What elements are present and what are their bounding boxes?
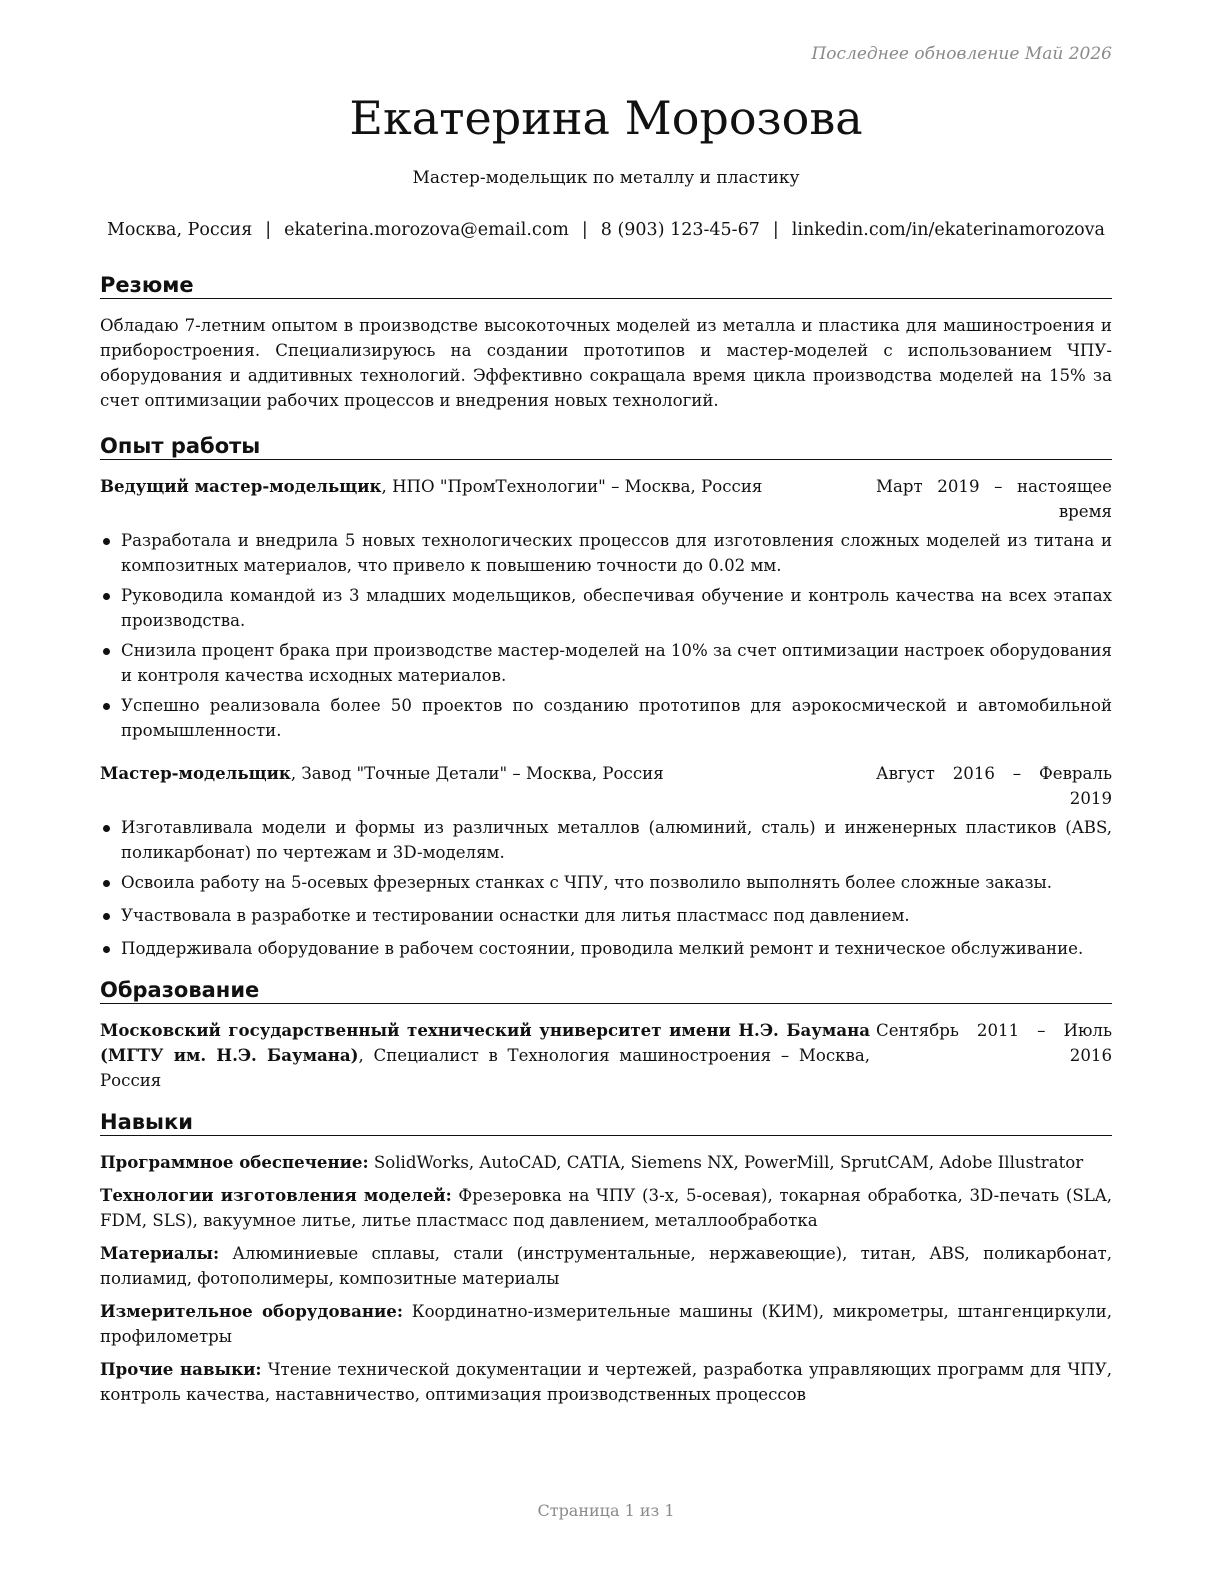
job-bullets — [100, 528, 1112, 743]
list-item: Участвовала в разработке и тестировании оснастки для литья пластмасс под давлением. — [100, 903, 1112, 928]
skill-value: Координатно-измерительные машины (КИМ), микрометры, штангенциркули, профилометры — [100, 1302, 1112, 1346]
education-dates: Сентябрь 2011 – Июль 2016 — [876, 1021, 1112, 1065]
skill-label: Технологии изготовления моделей: — [100, 1185, 452, 1205]
contact-location: Москва, Россия — [107, 220, 253, 240]
contact-phone[interactable]: 8 (903) 123-45-67 — [600, 220, 760, 240]
skill-item — [100, 1241, 1112, 1291]
skill-value: Чтение технической документации и чертежей, разработка управляющих программ для ЧПУ, контроль качества, наставничество, оптимизация производственных процессов — [100, 1360, 1113, 1404]
job-title: Ведущий мастер-модельщик — [100, 476, 382, 496]
job-organization: , Завод "Точные Детали" – Москва, Россия — [290, 764, 664, 783]
job-dates: Март 2019 – настоящее время — [876, 477, 1112, 521]
skill-value: SolidWorks, AutoCAD, CATIA, Siemens NX, PowerMill, SprutCAM, Adobe Illustrator — [368, 1153, 1084, 1172]
education-details: , Специалист в Технология машиностроения – Москва, Россия — [100, 1046, 870, 1090]
skill-item — [100, 1150, 1112, 1175]
contact-separator: | — [772, 220, 779, 240]
list-item: Изготавливала модели и формы из различных металлов (алюминий, сталь) и инженерных пластиков (ABS, поликарбонат) по чертежам и 3D-моделям. — [100, 815, 1112, 865]
contact-email[interactable]: ekaterina.morozova@email.com — [284, 220, 569, 240]
resume-content — [100, 270, 1112, 1415]
skill-item — [100, 1183, 1112, 1233]
skill-label: Измерительное оборудование: — [100, 1301, 403, 1321]
skill-item — [100, 1357, 1112, 1407]
job-header — [100, 761, 1112, 811]
contact-linkedin[interactable]: linkedin.com/in/ekaterinamorozova — [791, 220, 1105, 240]
job-title: Мастер-модельщик по металлу и пластику — [412, 168, 800, 188]
education-entry — [100, 1018, 1112, 1093]
job-dates: Август 2016 – Февраль 2019 — [876, 764, 1112, 808]
section-heading-education: Образование — [100, 975, 1112, 1004]
skill-value: Алюминиевые сплавы, стали (инструментальные, нержавеющие), титан, ABS, поликарбонат, полиамид, фотополимеры, композитные материалы — [100, 1244, 1112, 1288]
contact-separator: | — [265, 220, 272, 240]
job-entry — [100, 761, 1112, 961]
resume-page — [100, 0, 1112, 1584]
list-item: Успешно реализовала более 50 проектов по созданию прототипов для аэрокосмической и автомобильной промышленности. — [100, 693, 1112, 743]
summary-text: Обладаю 7-летним опытом в производстве высокоточных моделей из металла и пластика для машиностроения и приборостроения. Специализируюсь на создании прототипов и мастер-моделей с использованием ЧПУ-оборудования и аддитивных технологий. Эффективно сокращала время цикла производства моделей на 15% за счет оптимизации рабочих процессов и внедрения новых технологий. — [100, 316, 1112, 410]
job-bullets — [100, 815, 1112, 961]
job-organization: , НПО "ПромТехнологии" – Москва, Россия — [381, 477, 763, 496]
section-heading-summary: Резюме — [100, 270, 1112, 299]
candidate-name: Екатерина Морозова — [349, 91, 863, 145]
list-item: Разработала и внедрила 5 новых технологических процессов для изготовления сложных моделей из титана и композитных материалов, что привело к повышению точности до 0.02 мм. — [100, 528, 1112, 578]
skill-label: Программное обеспечение: — [100, 1152, 369, 1172]
list-item: Руководила командой из 3 младших модельщиков, обеспечивая обучение и контроль качества на всех этапах производства. — [100, 583, 1112, 633]
contact-separator: | — [581, 220, 588, 240]
list-item: Снизила процент брака при производстве мастер-моделей на 10% за счет оптимизации настроек оборудования и контроля качества исходных материалов. — [100, 638, 1112, 688]
job-entry — [100, 474, 1112, 743]
list-item: Освоила работу на 5-осевых фрезерных станках с ЧПУ, что позволило выполнять более сложные заказы. — [100, 870, 1112, 895]
job-title: Мастер-модельщик — [100, 763, 291, 783]
section-heading-skills: Навыки — [100, 1107, 1112, 1136]
education-school: Московский государственный технический университет имени Н.Э. Баумана (МГТУ им. Н.Э. Баумана) — [100, 1020, 870, 1065]
skills-list — [100, 1150, 1112, 1407]
section-heading-experience: Опыт работы — [100, 431, 1112, 460]
list-item: Поддерживала оборудование в рабочем состоянии, проводила мелкий ремонт и техническое обслуживание. — [100, 936, 1112, 961]
contact-line — [100, 220, 1112, 240]
last-updated: Последнее обновление Май 2026 — [811, 44, 1112, 64]
page-number: Страница 1 из 1 — [537, 1501, 675, 1520]
skill-value: Фрезеровка на ЧПУ (3-х, 5-осевая), токарная обработка, 3D-печать (SLA, FDM, SLS), вакуумное литье, литье пластмасс под давлением, металлообработка — [100, 1186, 1113, 1230]
skill-label: Прочие навыки: — [100, 1359, 262, 1379]
job-header — [100, 474, 1112, 524]
skill-label: Материалы: — [100, 1243, 220, 1263]
skill-item — [100, 1299, 1112, 1349]
